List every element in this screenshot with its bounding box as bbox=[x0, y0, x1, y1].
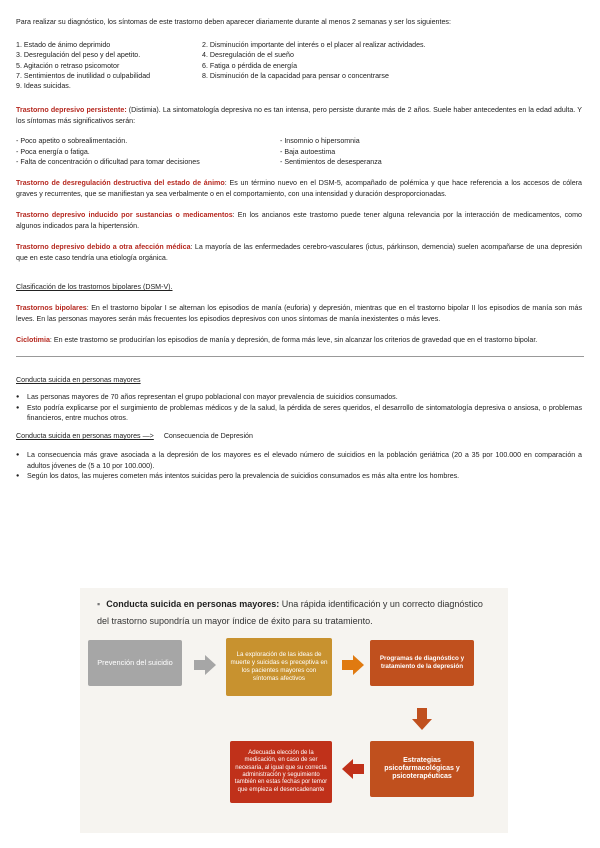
substance-title: Trastorno depresivo inducido por sustancias o medicamentos bbox=[16, 211, 233, 220]
symptom-item: 4. Desregulación de el sueño bbox=[202, 51, 294, 60]
symptom-item: 9. Ideas suicidas. bbox=[16, 82, 71, 91]
suicide-heading: Conducta suicida en personas mayores bbox=[16, 376, 141, 385]
cyclothymia-paragraph bbox=[16, 335, 582, 346]
disruptive-title: Trastorno de desregulación destructiva del estado de ánimo bbox=[16, 179, 225, 188]
section-divider bbox=[16, 356, 584, 357]
persistent-title: Trastorno depresivo persistente: bbox=[16, 106, 127, 115]
persistent-text: (Distimia). La sintomatología depresiva no es tan intensa, pero persiste durante más de 2 años. Suele haber antecedentes en la edad adulta. Y los síntomas más significativos serán: bbox=[16, 106, 582, 126]
flow-box-medication: Adecuada elección de la medicación, en caso de ser necesaria, al igual que su correcta administración y seguimiento también en estas fechas por temor que empieza el desencadenante bbox=[230, 741, 332, 803]
slide-bullet-icon: ▪ bbox=[97, 599, 101, 609]
symptom-list bbox=[16, 40, 582, 91]
flow-box-diagnosis-programs: Programas de diagnóstico y tratamiento de la depresión bbox=[370, 640, 474, 686]
bipolar-heading: Clasificación de los trastornos bipolares (DSM-V). bbox=[16, 283, 173, 292]
list-item: ● Según los datos, las mujeres cometen más intentos suicidas pero la prevalencia de suicidios consumados es más alta entre los hombres. bbox=[16, 471, 582, 481]
persistent-symptom: - Poco apetito o sobrealimentación. bbox=[16, 137, 128, 146]
flow-box-prevention: Prevención del suicidio bbox=[88, 640, 182, 686]
consequence-heading bbox=[16, 431, 582, 442]
bipolar-title: Trastornos bipolares bbox=[16, 304, 87, 313]
arrow-right-icon bbox=[342, 655, 364, 675]
symptom-item: 2. Disminución importante del interés o el placer al realizar actividades. bbox=[202, 41, 426, 49]
medical-text: : La mayoría de las enfermedades cerebro-vasculares (ictus, párkinson, demencia) suelen acompañarse de una depresión que en este caso tendría una etiología orgánica. bbox=[16, 243, 583, 263]
persistent-symptom: - Falta de concentración o dificultad para tomar decisiones bbox=[16, 158, 200, 167]
symptom-item: 6. Fatiga o pérdida de energía bbox=[202, 61, 298, 70]
bipolar-text: : En el trastorno bipolar I se alternan los episodios de manía (euforia) y depresión, mientras que en el trastorno bipolar II los episodios de manía son más leves. En las personas mayores serán más frecuentes los episodios depresivos con unos síntomas de manía inexistentes o más leves. bbox=[16, 304, 583, 324]
list-item: ● Esto podría explicarse por el surgimiento de problemas médicos y de la salud, la pérdida de seres queridos, el desarrollo de sintomatología depresiva o ansiosa, o problemas financieros, entre muchos otros. bbox=[16, 403, 582, 424]
persistent-symptoms bbox=[16, 136, 582, 167]
suicide-bullet-list bbox=[16, 392, 582, 423]
medical-paragraph bbox=[16, 242, 582, 264]
bipolar-paragraph bbox=[16, 303, 582, 325]
flow-box-exploration: La exploración de las ideas de muerte y suicidas es preceptiva en los pacientes mayores con síntomas afectivos bbox=[226, 638, 332, 696]
embedded-slide-diagram bbox=[80, 588, 508, 833]
substance-paragraph bbox=[16, 210, 582, 232]
medical-title: Trastorno depresivo debido a otra afección médica bbox=[16, 243, 191, 252]
symptom-item: 1. Estado de ánimo deprimido bbox=[16, 41, 111, 49]
symptom-item: 7. Sentimientos de inutilidad o culpabilidad bbox=[16, 71, 151, 80]
symptom-item: 3. Desregulación del peso y del apetito. bbox=[16, 51, 141, 60]
arrow-right-icon bbox=[194, 655, 216, 675]
disruptive-text: : Es un término nuevo en el DSM-5, acompañado de polémica y que hace referencia a los accesos de cólera graves y recurrentes, que se manifiestan ya sea verbalmente o en el comportamiento, con una intensidad y duración desproporcionadas. bbox=[16, 179, 582, 199]
symptom-item bbox=[202, 81, 582, 91]
flow-box-strategies: Estrategias psicofarmacológicas y psicoterapéuticas bbox=[370, 741, 474, 797]
intro-paragraph: Para realizar su diagnóstico, los síntomas de este trastorno deben aparecer diariamente durante al menos 2 semanas y ser los siguientes: bbox=[16, 18, 451, 26]
cyclothymia-title: Ciclotimia bbox=[16, 336, 50, 345]
arrow-down-icon bbox=[412, 708, 432, 730]
slide-title bbox=[97, 596, 497, 630]
persistent-symptom: - Baja autoestima bbox=[280, 147, 336, 156]
list-item: ● Las personas mayores de 70 años representan el grupo poblacional con mayor prevalencia de suicidios consumados. bbox=[16, 392, 582, 402]
disruptive-paragraph bbox=[16, 178, 582, 200]
slide-title-rest: Una rápida identificación y un correcto diagnóstico del trastorno supondría un mayor índice de éxito para su tratamiento. bbox=[97, 599, 483, 626]
persistent-paragraph bbox=[16, 105, 582, 127]
substance-text: : En los ancianos este trastorno puede tener alguna relevancia por la interacción de medicamentos, como algunos indicados para la hipertensión. bbox=[16, 211, 582, 231]
persistent-symptom: - Poca energía o fatiga. bbox=[16, 147, 90, 156]
consequence-heading-underlined: Conducta suicida en personas mayores —> bbox=[16, 432, 154, 441]
list-item: ● La consecuencia más grave asociada a la depresión de los mayores es el elevado número de suicidios en la población geriátrica (20 a 35 por 100.000 en comparación a adultos jóvenes de (5 a 10 por 100.000). bbox=[16, 450, 582, 471]
consequence-heading-plain: Consecuencia de Depresión bbox=[163, 432, 253, 441]
arrow-left-icon bbox=[342, 759, 364, 779]
symptom-item: 5. Agitación o retraso psicomotor bbox=[16, 61, 120, 70]
slide-title-bold: Conducta suicida en personas mayores: bbox=[106, 599, 280, 609]
consequence-bullet-list bbox=[16, 450, 582, 481]
persistent-symptom: - Insomnio o hipersomnia bbox=[280, 137, 360, 146]
persistent-symptom: - Sentimientos de desesperanza bbox=[280, 158, 382, 167]
symptom-item: 8. Disminución de la capacidad para pensar o concentrarse bbox=[202, 71, 389, 80]
cyclothymia-text: : En este trastorno se producirían los episodios de manía y depresión, de forma más leve, sin alcanzar los criterios de gravedad que en el trastorno bipolar. bbox=[49, 336, 538, 345]
